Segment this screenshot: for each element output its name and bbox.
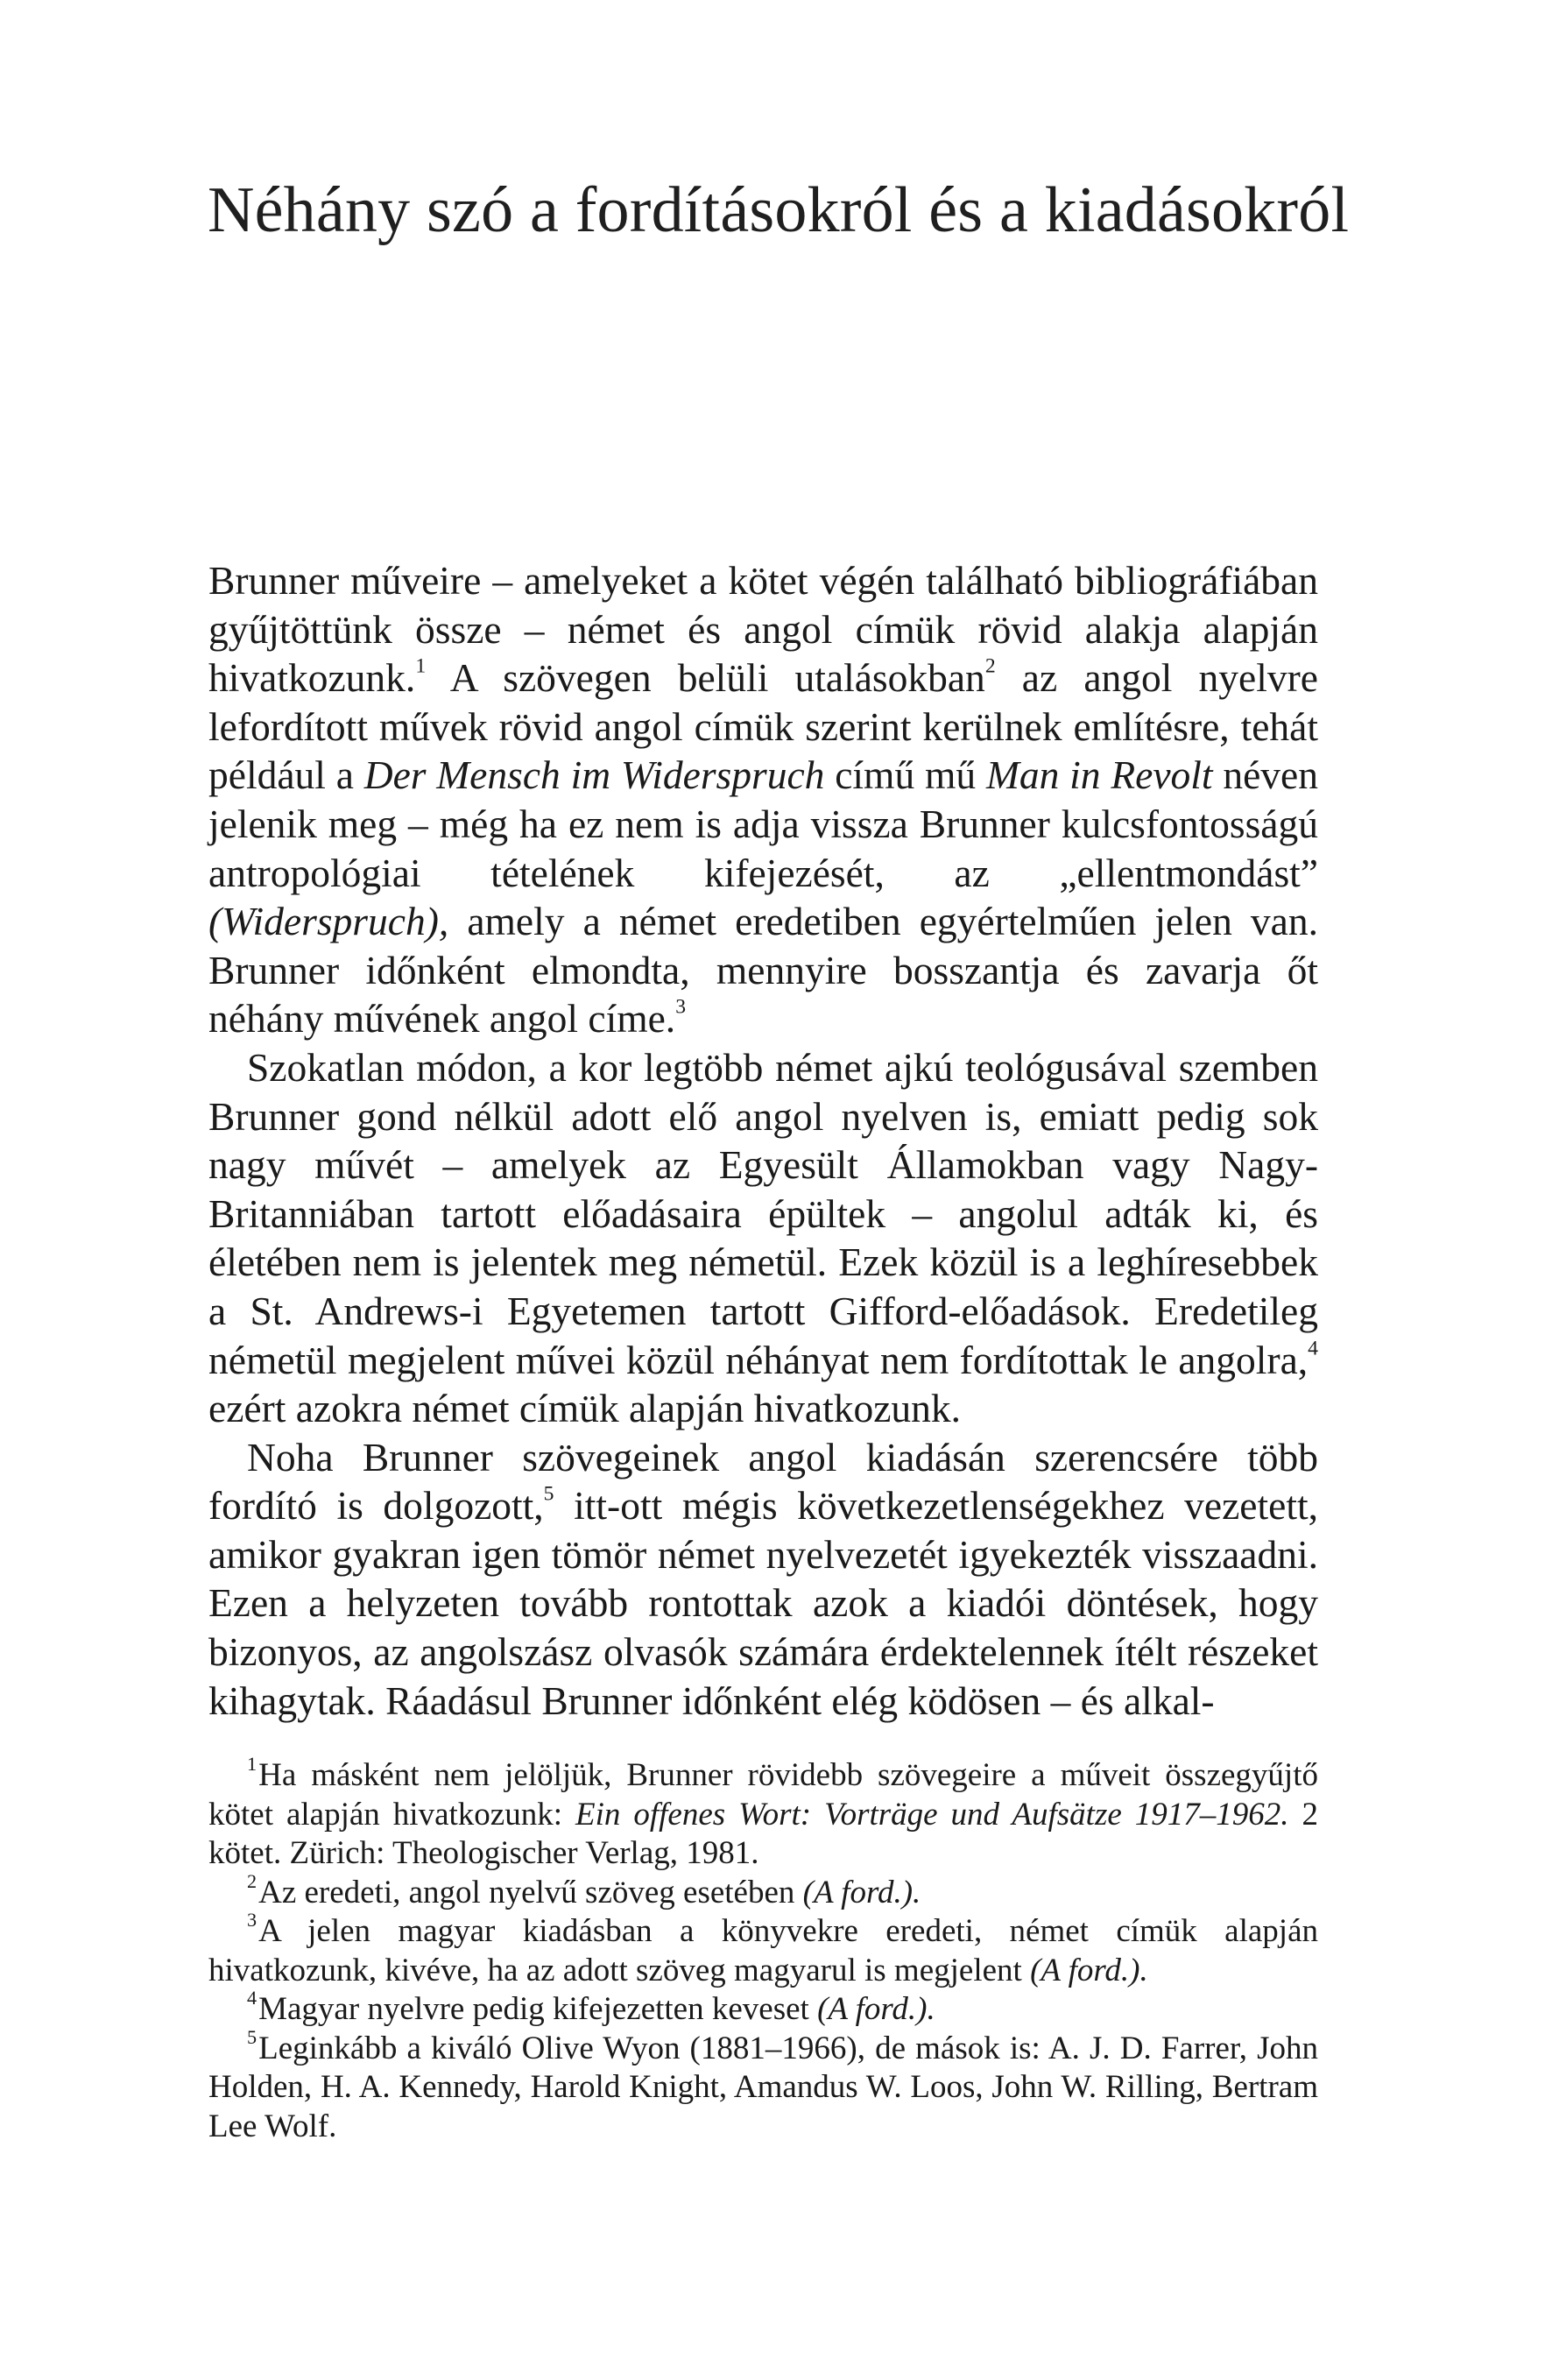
text-run: című mű [824, 752, 986, 798]
text-run: itt-ott mégis következetlenségekhez vezetett, amikor gyakran igen tömör német nyelvezetét igyekezték visszaadni. Ezen a helyzeten tovább rontottak azok a kiadói döntések, hogy bizonyos, az angolszász olvasók számára érdektelennek ítélt részeket kihagytak. Ráadásul Brunner időnként elég ködösen – és alkal- [208, 1483, 1318, 1723]
text-run: az angol nyelvre lefordított művek rövid angol címük szerint kerülnek említésre, tehát például a [208, 655, 1318, 798]
book-title-english: Man in Revolt [985, 752, 1213, 798]
footnote-number: 1 [247, 1753, 257, 1776]
footnote-number: 2 [247, 1869, 257, 1892]
text-run: Brunner műveire – amelyeket a kötet végén található bibliográfiában gyűjtöttünk össze – német és angol címük rövid alakja alapján hivatkozunk. [208, 558, 1318, 701]
footnote-1 [208, 1753, 1319, 1874]
footnote-text: 2 kötet. Zürich: Theologischer Verlag, 1981. [208, 1796, 1319, 1871]
paragraph-1 [208, 556, 1318, 1043]
book-title-german: Der Mensch im Widerspruch [363, 752, 825, 798]
footnote-text: Magyar nyelvre pedig kifejezetten keveset [258, 1991, 818, 2027]
footnote-italic: (A ford.). [802, 1874, 921, 1910]
footnote-text: Ha másként nem jelöljük, Brunner rövidebb szövegeire a műveit összegyűjtő kötet alapján hivatkozunk: [208, 1757, 1318, 1833]
text-run: Szokatlan módon, a kor legtöbb német ajkú teológusával szemben Brunner gond nélkül adott elő angol nyelven is, emiatt pedig sok nagy művét – amelyek az Egyesült Államokban vagy Nagy-Britanniában tartott előadásaira épültek – angolul adták ki, és életében nem is jelentek meg németül. Ezek közül is a leghíresebbek a St. Andrews-i Egyetemen tartott Gifford-előadások. Eredetileg németül megjelent művei közül néhányat nem fordítottak le angolra, [208, 1044, 1318, 1382]
footnote-text: Az eredeti, angol nyelvű szöveg esetében [258, 1874, 803, 1910]
footnote-italic: (A ford.). [817, 1991, 935, 2027]
text-run: ezért azokra német címük alapján hivatkozunk. [208, 1386, 962, 1431]
footnote-2 [208, 1869, 1318, 1913]
text-run: amely a német eredetiben egyértelműen jelen van. Brunner időnként elmondta, mennyire bosszantja és zavarja őt néhány művének angol címe. [208, 899, 1318, 1042]
footnote-number: 5 [247, 2025, 257, 2048]
footnote-ref-4: 4 [1308, 1337, 1318, 1360]
footnote-italic: Ein offenes Wort: Vorträge und Aufsätze 1917–1962. [575, 1796, 1289, 1833]
footnote-ref-3: 3 [675, 996, 687, 1020]
text-run: néven jelenik meg – még ha ez nem is adja vissza Brunner kulcsfontosságú antropológiai tételének kifejezését, az „ellentmondást” [208, 752, 1318, 895]
footnote-ref-5: 5 [543, 1483, 554, 1506]
paragraph-2 [208, 1043, 1318, 1433]
footnote-italic: (A ford.). [1030, 1952, 1148, 1988]
footnote-number: 4 [247, 1987, 257, 2009]
footnotes [208, 1753, 1319, 2146]
text-run: A szövegen belüli utalásokban [426, 655, 985, 701]
body-text [208, 556, 1318, 1725]
footnote-5 [208, 2025, 1318, 2147]
chapter-title: Néhány szó a fordításokról és a kiadásokról [208, 174, 1350, 246]
footnote-4 [208, 1987, 1318, 2030]
footnote-ref-1: 1 [415, 654, 427, 678]
footnote-text: Leginkább a kiváló Olive Wyon (1881–1966), de mások is: A. J. D. Farrer, John Holden, H. A. Kennedy, Harold Knight, Amandus W. Loos, John W. Rilling, Bertram Lee Wolf. [208, 2030, 1318, 2144]
text-run: Noha Brunner szövegeinek angol kiadásán szerencsére több fordító is dolgozott, [208, 1434, 1318, 1529]
german-term: (Widerspruch), [208, 899, 449, 944]
footnote-ref-2: 2 [984, 654, 996, 678]
footnote-text: A jelen magyar kiadásban a könyvekre eredeti, német címük alapján hivatkozunk, kivéve, ha az adott szöveg magyarul is megjelent [208, 1913, 1318, 1988]
paragraph-3 [208, 1433, 1318, 1726]
footnote-3 [208, 1909, 1318, 1990]
footnote-number: 3 [247, 1909, 257, 1932]
